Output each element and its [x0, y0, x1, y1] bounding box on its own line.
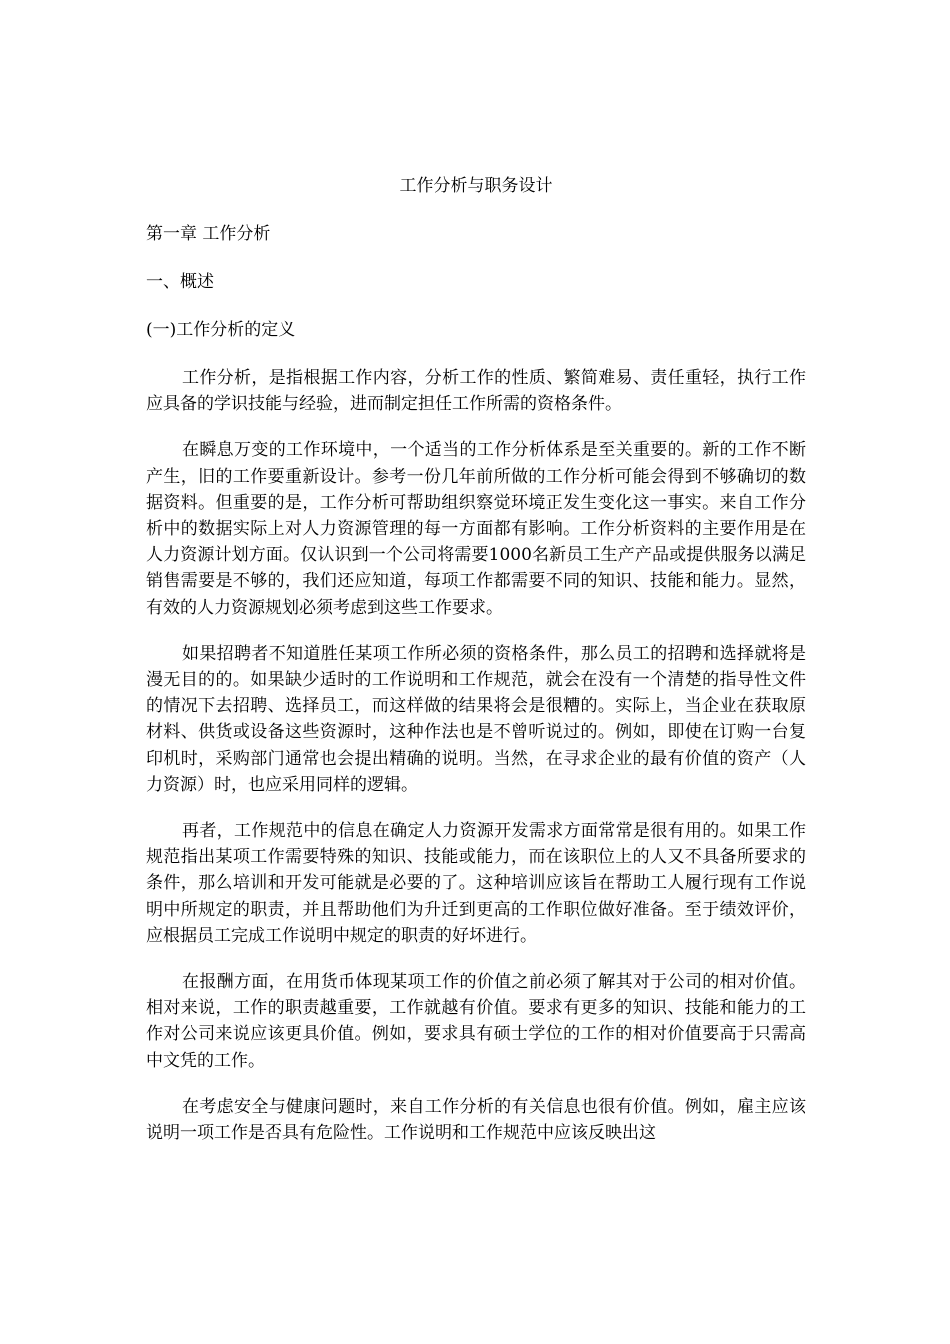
document-title: 工作分析与职务设计: [399, 176, 553, 196]
paragraph-planning: 在瞬息万变的工作环境中，一个适当的工作分析体系是至关重要的。新的工作不断产生，旧的工作要重新设计。参考一份几年前所做的工作分析可能会得到不够确切的数据资料。但重要的是，工作分析可帮助组织察觉环境正发生变化这一事实。来自工作分析中的数据实际上对人力资源管理的每一方面都有影响。工作分析资料的主要作用是在人力资源计划方面。仅认识到一个公司将需要1000名新员工生产产品或提供服务以满足销售需要是不够的，我们还应知道，每项工作都需要不同的知识、技能和能力。显然，有效的人力资源规划必须考虑到这些工作要求。: [146, 440, 806, 618]
subsection-heading: (一)工作分析的定义: [146, 320, 296, 340]
paragraph-development: 再者，工作规范中的信息在确定人力资源开发需求方面常常是很有用的。如果工作规范指出某项工作需要特殊的知识、技能或能力，而在该职位上的人又不具备所要求的条件，那么培训和开发可能就是必要的了。这种培训应该旨在帮助工人履行现有工作说明中所规定的职责，并且帮助他们为升迁到更高的工作职位做好准备。至于绩效评价，应根据员工完成工作说明中规定的职责的好坏进行。: [146, 821, 806, 946]
document-page: [146, 173, 806, 1166]
paragraph-compensation: 在报酬方面，在用货币体现某项工作的价值之前必须了解其对于公司的相对价值。相对来说，工作的职责越重要，工作就越有价值。要求有更多的知识、技能和能力的工作对公司来说应该更具价值。例如，要求具有硕士学位的工作的相对价值要高于只需高中文凭的工作。: [146, 972, 806, 1071]
chapter-heading: 第一章 工作分析: [146, 224, 271, 244]
paragraph-definition: 工作分析，是指根据工作内容，分析工作的性质、繁简难易、责任重轻，执行工作应具备的学识技能与经验，进而制定担任工作所需的资格条件。: [146, 368, 806, 415]
paragraph-safety: 在考虑安全与健康问题时，来自工作分析的有关信息也很有价值。例如，雇主应该说明一项工作是否具有危险性。工作说明和工作规范中应该反映出这: [146, 1096, 806, 1144]
paragraph-recruitment: 如果招聘者不知道胜任某项工作所必须的资格条件，那么员工的招聘和选择就将是漫无目的的。如果缺少适时的工作说明和工作规范，就会在没有一个清楚的指导性文件的情况下去招聘、选择员工，而这样做的结果将会是很糟的。实际上，当企业在获取原材料、供货或设备这些资源时，这种作法也是不曾听说过的。例如，即使在订购一台复印机时，采购部门通常也会提出精确的说明。当然，在寻求企业的最有价值的资产（人力资源）时，也应采用同样的逻辑。: [146, 643, 806, 795]
section-heading: 一、概述: [146, 272, 214, 292]
